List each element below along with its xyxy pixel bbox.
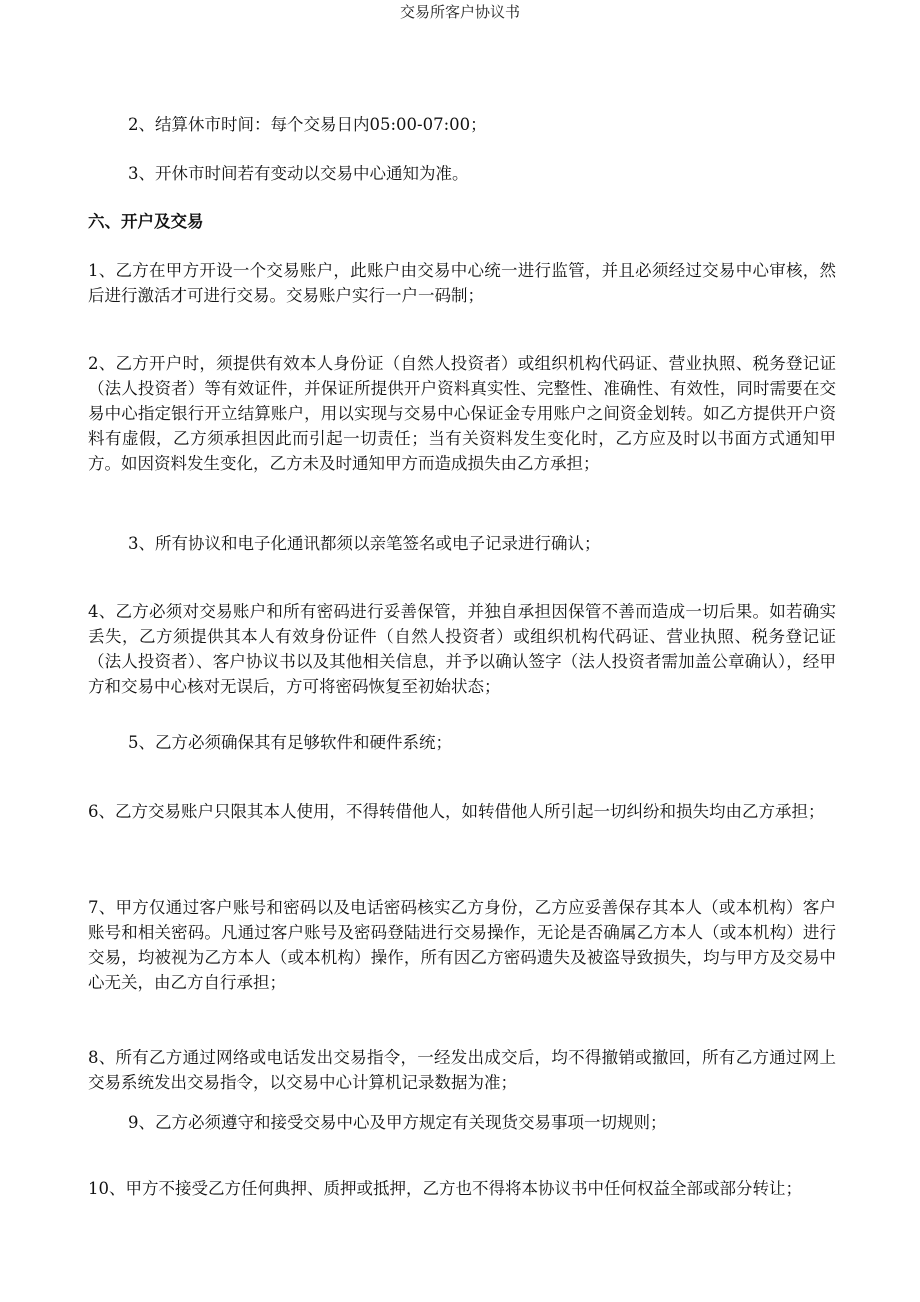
schedule-change-item: 3、开休市时间若有变动以交易中心通知为准。 [128, 164, 469, 183]
clause-9: 9、乙方必须遵守和接受交易中心及甲方规定有关现货交易事项一切规则； [128, 1113, 667, 1132]
clause-4: 4、乙方必须对交易账户和所有密码进行妥善保管，并独自承担因保管不善而造成一切后果。如若确实丢失，乙方须提供其本人有效身份证件（自然人投资者）或组织机构代码证、营业执照、税务登记证（法人投资者）、客户协议书以及其他相关信息，并予以确认签字（法人投资者需加盖公章确认），经甲方和交易中心核对无误后，方可将密码恢复至初始状态； [88, 602, 836, 696]
clause-6: 6、乙方交易账户只限其本人使用，不得转借他人，如转借他人所引起一切纠纷和损失均由乙方承担； [88, 802, 825, 821]
settlement-time-item: 2、结算休市时间：每个交易日内05:00-07:00； [128, 115, 487, 134]
clause-3: 3、所有协议和电子化通讯都须以亲笔签名或电子记录进行确认； [128, 534, 601, 553]
clause-10: 10、甲方不接受乙方任何典押、质押或抵押，乙方也不得将本协议书中任何权益全部或部分转让； [88, 1179, 802, 1198]
clause-7: 7、甲方仅通过客户账号和密码以及电话密码核实乙方身份，乙方应妥善保存其本人（或本机构）客户账号和相关密码。凡通过客户账号及密码登陆进行交易操作，无论是否确属乙方本人（或本机构）进行交易，均被视为乙方本人（或本机构）操作，所有因乙方密码遗失及被盗导致损失，均与甲方及交易中心无关，由乙方自行承担； [88, 898, 836, 992]
clause-1: 1、乙方在甲方开设一个交易账户，此账户由交易中心统一进行监管，并且必须经过交易中心审核，然后进行激活才可进行交易。交易账户实行一户一码制； [88, 261, 836, 305]
page-header-title: 交易所客户协议书 [399, 3, 520, 21]
clause-2: 2、乙方开户时，须提供有效本人身份证（自然人投资者）或组织机构代码证、营业执照、税务登记证（法人投资者）等有效证件，并保证所提供开户资料真实性、完整性、准确性、有效性，同时需要在交易中心指定银行开立结算账户，用以实现与交易中心保证金专用账户之间资金划转。如乙方提供开户资料有虚假，乙方须承担因此而引起一切责任；当有关资料发生变化时，乙方应及时以书面方式通知甲方。如因资料发生变化，乙方未及时通知甲方而造成损失由乙方承担； [88, 354, 836, 473]
section-heading: 六、开户及交易 [88, 212, 204, 231]
clause-5: 5、乙方必须确保其有足够软件和硬件系统； [128, 733, 452, 752]
clause-8: 8、所有乙方通过网络或电话发出交易指令，一经发出成交后，均不得撤销或撤回，所有乙方通过网上交易系统发出交易指令，以交易中心计算机记录数据为准； [88, 1048, 836, 1092]
